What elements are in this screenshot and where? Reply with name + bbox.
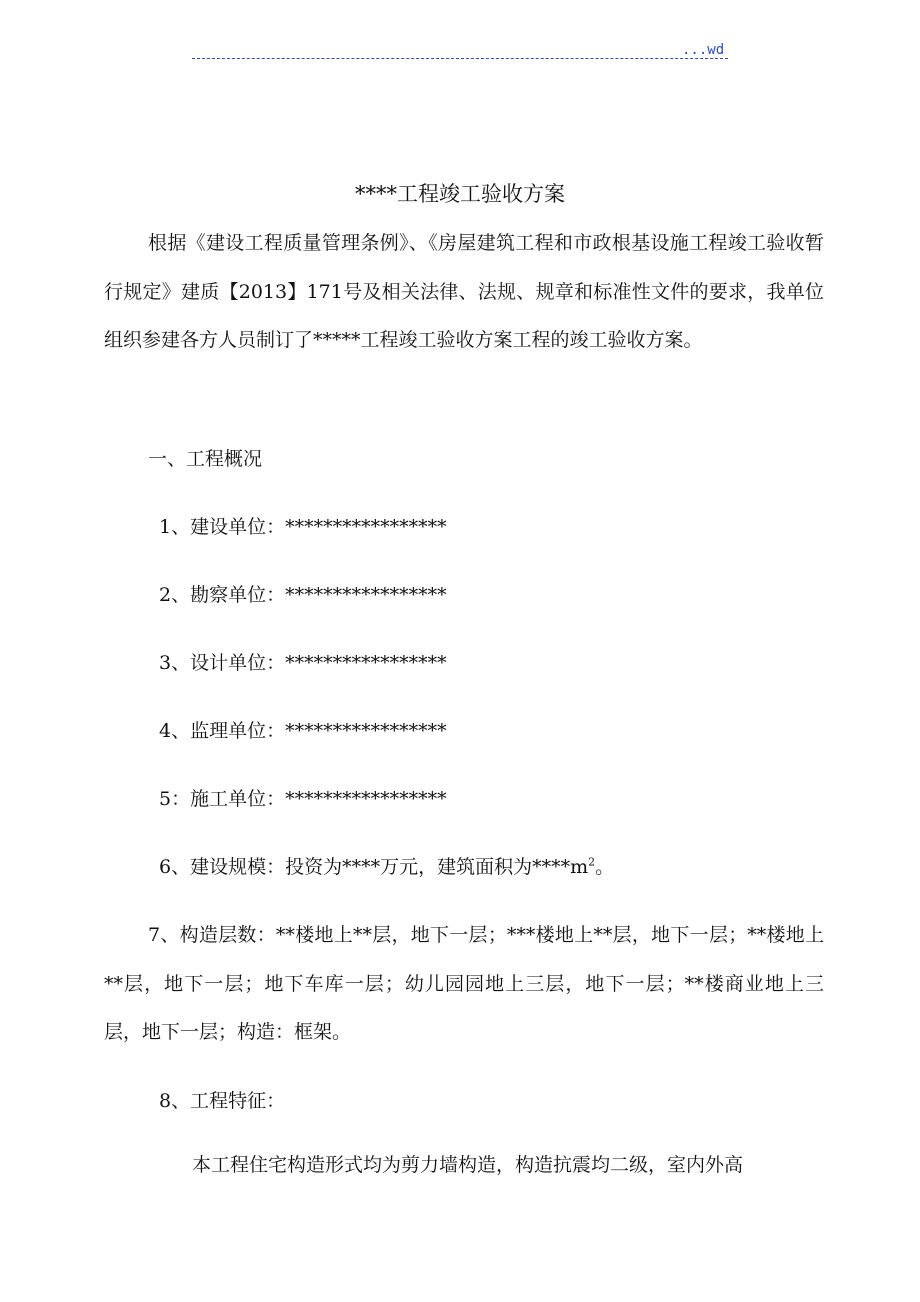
item-supervision-unit: 4、监理单位：***************** (159, 720, 447, 742)
item-contractor-unit: 5：施工单位：***************** (159, 788, 447, 810)
header-mark: ...wd (682, 42, 725, 58)
section-heading-overview: 一、工程概况 (148, 448, 263, 470)
item-features-heading: 8、工程特征： (159, 1090, 286, 1112)
intro-paragraph: 根据《建设工程质量管理条例》、《房屋建筑工程和市政根基设施工程竣工验收暂行规定》建质【2013】171号及相关法律、法规、规章和标准性文件的要求，我单位组织参建各方人员制订了*****工程竣工验收方案工程的竣工验收方案。 (104, 232, 824, 351)
scale-superscript: 2 (588, 855, 596, 869)
scale-end: 。 (595, 856, 615, 878)
structure-paragraph: 7、构造层数：**楼地上**层，地下一层；***楼地上**层，地下一层；**楼地上**层，地下一层；地下车库一层；幼儿园园地上三层，地下一层；**楼商业地上三层，地下一层；构造：框架。 (104, 924, 824, 1043)
features-text: 本工程住宅构造形式均为剪力墙构造，构造抗震均二级，室内外高 (192, 1154, 744, 1176)
item-design-unit: 3、设计单位：***************** (159, 652, 447, 674)
item-survey-unit: 2、勘察单位：***************** (159, 584, 447, 606)
page-title: ****工程竣工验收方案 (355, 182, 565, 206)
item-construction-unit: 1、建设单位：***************** (159, 516, 447, 538)
scale-text: 6、建设规模：投资为****万元，建筑面积为****m (159, 856, 589, 878)
header-divider (192, 58, 728, 59)
item-scale (159, 851, 614, 883)
